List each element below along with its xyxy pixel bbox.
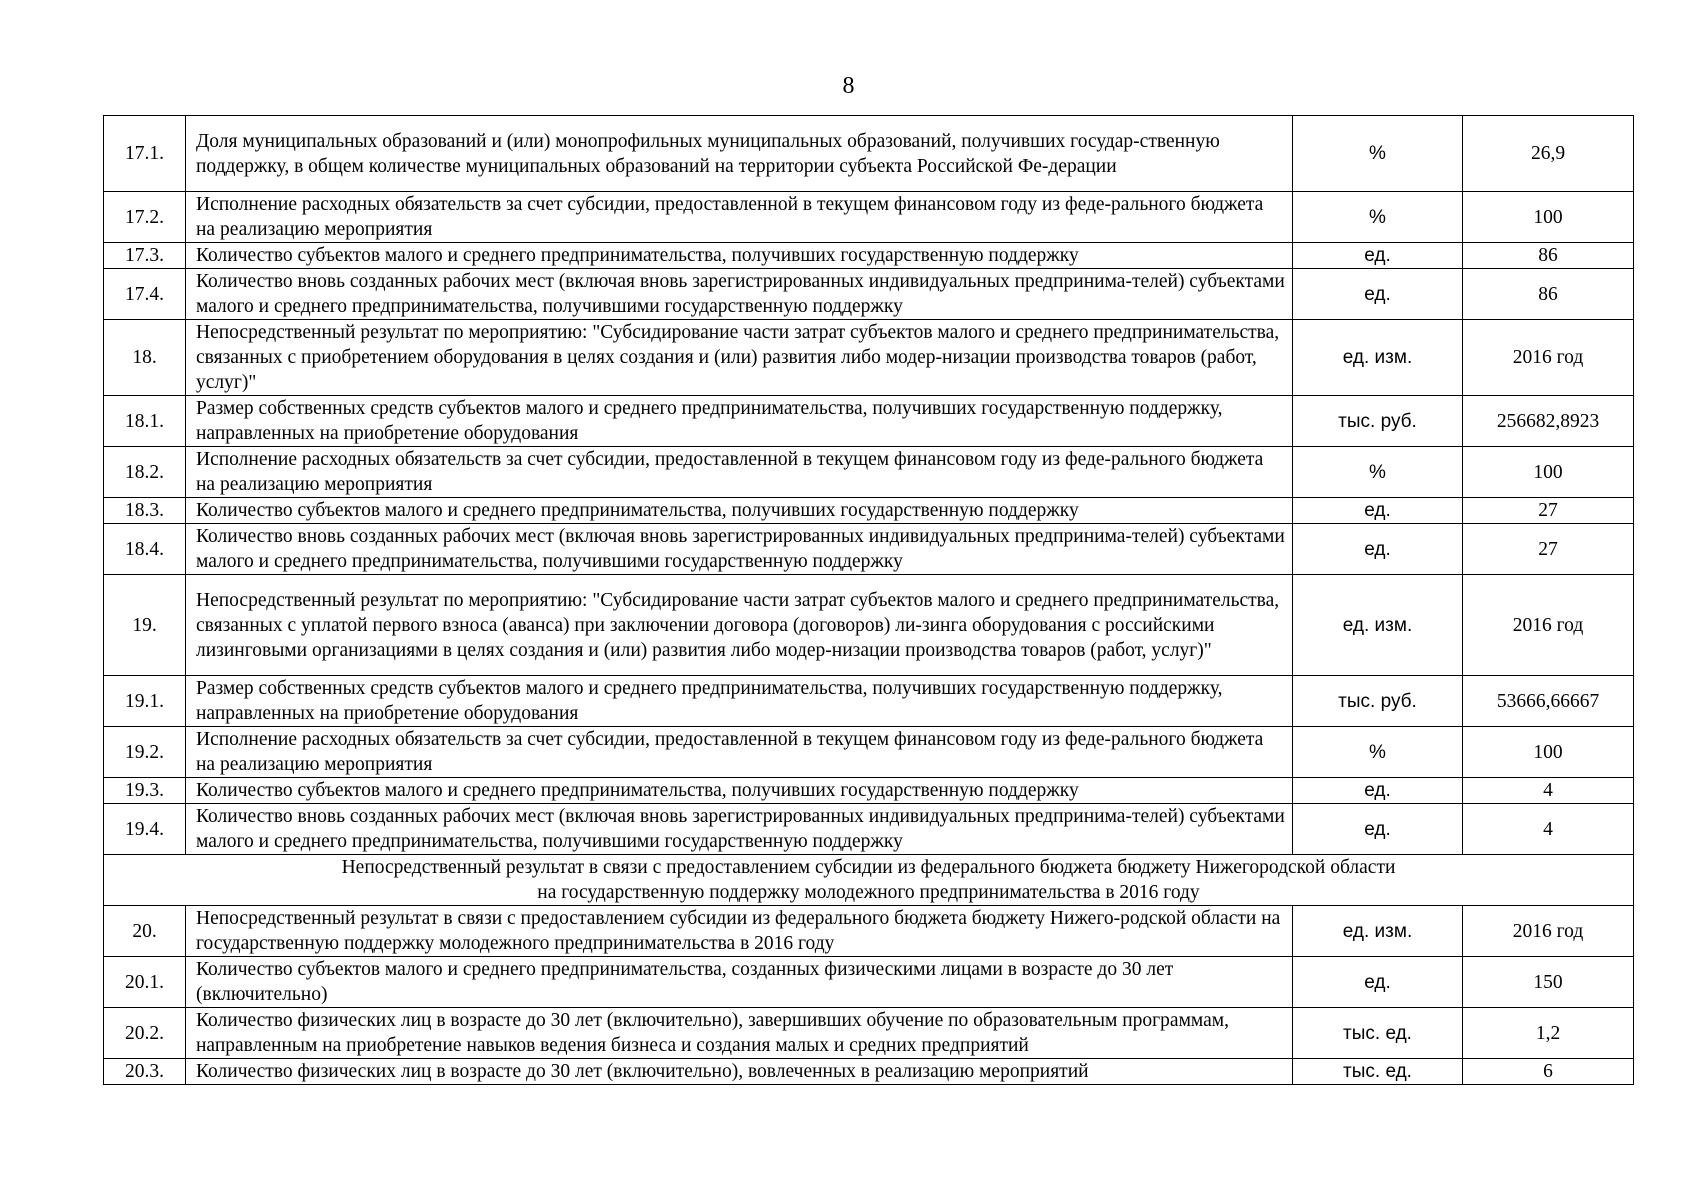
table-row [104, 676, 1634, 727]
row-text: Доля муниципальных образований и (или) монопрофильных муниципальных образований, получивших государ-ственную поддержку, в общем количестве муниципальных образований на территории субъекта Российской Фе-дерации [186, 116, 1293, 192]
table-row [104, 243, 1634, 269]
row-unit: % [1293, 116, 1463, 192]
row-text: Размер собственных средств субъектов малого и среднего предпринимательства, получивших государственную поддержку, направленных на приобретение оборудования [186, 676, 1293, 727]
row-value: 86 [1463, 243, 1634, 269]
table-row [104, 727, 1634, 778]
row-unit: ед. [1293, 243, 1463, 269]
row-number: 19.1. [104, 676, 186, 727]
section-heading-line2: на государственную поддержку молодежного предпринимательства в 2016 году [537, 882, 1200, 903]
row-text: Количество субъектов малого и среднего предпринимательства, получивших государственную поддержку [186, 498, 1293, 524]
row-unit: ед. [1293, 269, 1463, 320]
row-unit: ед. изм. [1293, 575, 1463, 676]
section-heading-line1: Непосредственный результат в связи с предоставлением субсидии из федерального бюджета бюджету Нижегородской области [341, 857, 1396, 878]
row-number: 18.3. [104, 498, 186, 524]
table-row [104, 320, 1634, 396]
row-unit: ед. [1293, 957, 1463, 1008]
row-number: 19.4. [104, 804, 186, 855]
row-text: Количество субъектов малого и среднего предпринимательства, получивших государственную поддержку [186, 778, 1293, 804]
table-row [104, 804, 1634, 855]
row-number: 17.1. [104, 116, 186, 192]
row-unit: ед. изм. [1293, 320, 1463, 396]
row-text: Количество физических лиц в возрасте до 30 лет (включительно), завершивших обучение по образовательным программам, направленным на приобретение навыков ведения бизнеса и создания малых и средних предприятий [186, 1008, 1293, 1059]
section-heading [104, 855, 1634, 906]
row-unit: ед. изм. [1293, 906, 1463, 957]
table-row [104, 1059, 1634, 1085]
row-number: 20.1. [104, 957, 186, 1008]
row-unit: тыс. руб. [1293, 396, 1463, 447]
row-number: 19. [104, 575, 186, 676]
row-value: 4 [1463, 804, 1634, 855]
table-row [104, 498, 1634, 524]
table-row [104, 524, 1634, 575]
row-value: 27 [1463, 498, 1634, 524]
row-text: Количество субъектов малого и среднего предпринимательства, созданных физическими лицами в возрасте до 30 лет (включительно) [186, 957, 1293, 1008]
row-number: 19.2. [104, 727, 186, 778]
table-row [104, 192, 1634, 243]
row-value: 86 [1463, 269, 1634, 320]
row-value: 2016 год [1463, 906, 1634, 957]
row-value: 100 [1463, 192, 1634, 243]
table-row [104, 269, 1634, 320]
row-number: 17.2. [104, 192, 186, 243]
table-row [104, 396, 1634, 447]
row-text: Исполнение расходных обязательств за счет субсидии, предоставленной в текущем финансовом году из феде-рального бюджета на реализацию мероприятия [186, 727, 1293, 778]
row-unit: тыс. ед. [1293, 1008, 1463, 1059]
row-unit: тыс. руб. [1293, 676, 1463, 727]
row-value: 1,2 [1463, 1008, 1634, 1059]
row-unit: тыс. ед. [1293, 1059, 1463, 1085]
row-text: Исполнение расходных обязательств за счет субсидии, предоставленной в текущем финансовом году из феде-рального бюджета на реализацию мероприятия [186, 447, 1293, 498]
row-text: Количество физических лиц в возрасте до 30 лет (включительно), вовлеченных в реализацию мероприятий [186, 1059, 1293, 1085]
row-value: 2016 год [1463, 575, 1634, 676]
row-number: 18.4. [104, 524, 186, 575]
table-row [104, 957, 1634, 1008]
row-number: 18. [104, 320, 186, 396]
row-value: 6 [1463, 1059, 1634, 1085]
row-unit: ед. [1293, 524, 1463, 575]
row-unit: ед. [1293, 498, 1463, 524]
row-text: Количество вновь созданных рабочих мест (включая вновь зарегистрированных индивидуальных предпринима-телей) субъектами малого и среднего предпринимательства, получившими государственную поддержку [186, 804, 1293, 855]
row-text: Количество вновь созданных рабочих мест (включая вновь зарегистрированных индивидуальных предпринима-телей) субъектами малого и среднего предпринимательства, получившими государственную поддержку [186, 524, 1293, 575]
table-row [104, 575, 1634, 676]
row-value: 27 [1463, 524, 1634, 575]
row-number: 18.1. [104, 396, 186, 447]
table-row [104, 906, 1634, 957]
table-row [104, 447, 1634, 498]
row-value: 53666,66667 [1463, 676, 1634, 727]
row-value: 2016 год [1463, 320, 1634, 396]
row-number: 19.3. [104, 778, 186, 804]
table-row [104, 1008, 1634, 1059]
row-number: 17.3. [104, 243, 186, 269]
row-unit: ед. [1293, 804, 1463, 855]
row-text: Количество субъектов малого и среднего предпринимательства, получивших государственную поддержку [186, 243, 1293, 269]
row-value: 256682,8923 [1463, 396, 1634, 447]
row-unit: % [1293, 447, 1463, 498]
row-number: 20.3. [104, 1059, 186, 1085]
row-text: Непосредственный результат по мероприятию: "Субсидирование части затрат субъектов малого и среднего предпринимательства, связанных с приобретением оборудования в целях создания и (или) развития либо модер-низации производства товаров (работ, услуг)" [186, 320, 1293, 396]
section-heading-row [104, 855, 1634, 906]
row-text: Размер собственных средств субъектов малого и среднего предпринимательства, получивших государственную поддержку, направленных на приобретение оборудования [186, 396, 1293, 447]
table-row [104, 778, 1634, 804]
table-row [104, 116, 1634, 192]
row-value: 100 [1463, 447, 1634, 498]
row-value: 150 [1463, 957, 1634, 1008]
indicators-table [103, 115, 1634, 1085]
row-number: 20.2. [104, 1008, 186, 1059]
row-text: Непосредственный результат по мероприятию: "Субсидирование части затрат субъектов малого и среднего предпринимательства, связанных с уплатой первого взноса (аванса) при заключении договора (договоров) ли-зинга оборудования с российскими лизинговыми организациями в целях создания и (или) развития либо модер-низации производства товаров (работ, услуг)" [186, 575, 1293, 676]
row-unit: % [1293, 192, 1463, 243]
row-number: 20. [104, 906, 186, 957]
row-number: 17.4. [104, 269, 186, 320]
row-unit: % [1293, 727, 1463, 778]
page-number: 8 [842, 73, 855, 99]
row-value: 26,9 [1463, 116, 1634, 192]
row-value: 100 [1463, 727, 1634, 778]
row-number: 18.2. [104, 447, 186, 498]
row-unit: ед. [1293, 778, 1463, 804]
row-text: Количество вновь созданных рабочих мест (включая вновь зарегистрированных индивидуальных предпринима-телей) субъектами малого и среднего предпринимательства, получившими государственную поддержку [186, 269, 1293, 320]
row-text: Непосредственный результат в связи с предоставлением субсидии из федерального бюджета бюджету Нижего-родской области на государственную поддержку молодежного предпринимательства в 2016 году [186, 906, 1293, 957]
row-text: Исполнение расходных обязательств за счет субсидии, предоставленной в текущем финансовом году из феде-рального бюджета на реализацию мероприятия [186, 192, 1293, 243]
row-value: 4 [1463, 778, 1634, 804]
